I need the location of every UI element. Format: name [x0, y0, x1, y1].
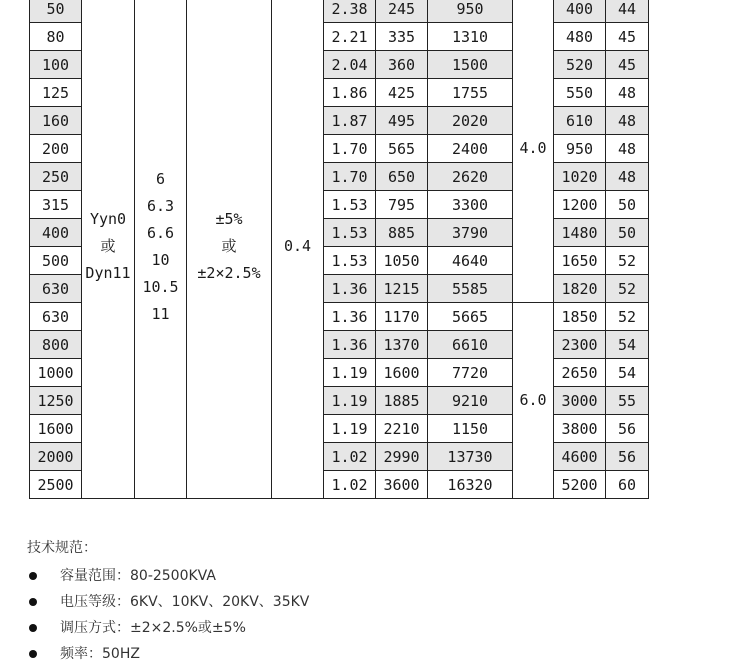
noise-cell: 50 [606, 219, 649, 247]
capacity-cell: 500 [30, 247, 82, 275]
load-loss-cell: 2400 [428, 135, 513, 163]
no-load-loss-cell: 1600 [376, 359, 428, 387]
notes-heading: 技术规范： [27, 540, 97, 556]
load-loss-cell: 13730 [428, 443, 513, 471]
table-row [30, 0, 649, 23]
noise-cell: 45 [606, 51, 649, 79]
capacity-cell: 200 [30, 135, 82, 163]
weight-cell: 400 [554, 0, 606, 23]
capacity-cell: 1250 [30, 387, 82, 415]
weight-cell: 1200 [554, 191, 606, 219]
weight-cell: 2650 [554, 359, 606, 387]
weight-cell: 2300 [554, 331, 606, 359]
capacity-cell: 400 [30, 219, 82, 247]
load-loss-cell: 4640 [428, 247, 513, 275]
capacity-cell: 2500 [30, 471, 82, 499]
bullet-icon [29, 624, 37, 632]
no-load-loss-cell: 2210 [376, 415, 428, 443]
noise-cell: 48 [606, 135, 649, 163]
no-load-loss-cell: 1170 [376, 303, 428, 331]
capacity-cell: 160 [30, 107, 82, 135]
no-load-loss-cell: 3600 [376, 471, 428, 499]
note-item [27, 563, 309, 589]
weight-cell: 4600 [554, 443, 606, 471]
load-loss-cell: 6610 [428, 331, 513, 359]
hv-voltage-cell [135, 0, 187, 499]
noise-cell: 48 [606, 163, 649, 191]
no-load-loss-cell: 425 [376, 79, 428, 107]
no-load-current-cell: 1.70 [324, 163, 376, 191]
tap-range-cell-line: 或 [221, 237, 237, 255]
no-load-current-cell: 1.53 [324, 191, 376, 219]
wiring-cell [82, 0, 135, 499]
weight-cell: 480 [554, 23, 606, 51]
note-item [27, 589, 309, 615]
no-load-current-cell: 2.21 [324, 23, 376, 51]
weight-cell: 3000 [554, 387, 606, 415]
no-load-loss-cell: 245 [376, 0, 428, 23]
no-load-current-cell: 1.36 [324, 275, 376, 303]
capacity-cell: 315 [30, 191, 82, 219]
hv-voltage-cell-line: 10.5 [142, 277, 179, 296]
tap-range-cell [187, 0, 272, 499]
noise-cell: 54 [606, 331, 649, 359]
hv-voltage-cell-line: 11 [151, 304, 170, 323]
noise-cell: 55 [606, 387, 649, 415]
weight-cell: 3800 [554, 415, 606, 443]
no-load-current-cell: 1.86 [324, 79, 376, 107]
noise-cell: 48 [606, 107, 649, 135]
wiring-cell-line: Dyn11 [85, 264, 131, 282]
noise-cell: 52 [606, 303, 649, 331]
no-load-loss-cell: 1885 [376, 387, 428, 415]
capacity-cell: 2000 [30, 443, 82, 471]
no-load-current-cell: 1.02 [324, 471, 376, 499]
load-loss-cell: 950 [428, 0, 513, 23]
hv-voltage-cell-line: 6.6 [146, 223, 175, 242]
capacity-cell: 125 [30, 79, 82, 107]
noise-cell: 60 [606, 471, 649, 499]
weight-cell: 1650 [554, 247, 606, 275]
capacity-cell: 800 [30, 331, 82, 359]
weight-cell: 1020 [554, 163, 606, 191]
load-loss-cell: 5585 [428, 275, 513, 303]
noise-cell: 56 [606, 443, 649, 471]
note-text: 电压等级：6KV、10KV、20KV、35KV [60, 594, 310, 610]
noise-cell: 52 [606, 275, 649, 303]
note-text: 容量范围：80-2500KVA [60, 568, 216, 584]
weight-cell: 1850 [554, 303, 606, 331]
load-loss-cell: 2020 [428, 107, 513, 135]
bullet-icon [29, 650, 37, 658]
no-load-loss-cell: 565 [376, 135, 428, 163]
no-load-current-cell: 1.36 [324, 303, 376, 331]
hv-voltage-cell-line: 10 [151, 250, 170, 269]
noise-cell: 45 [606, 23, 649, 51]
no-load-loss-cell: 885 [376, 219, 428, 247]
no-load-current-cell: 2.38 [324, 0, 376, 23]
load-loss-cell: 1755 [428, 79, 513, 107]
capacity-cell: 80 [30, 23, 82, 51]
load-loss-cell: 3790 [428, 219, 513, 247]
load-loss-cell: 16320 [428, 471, 513, 499]
note-item [27, 615, 309, 641]
no-load-loss-cell: 495 [376, 107, 428, 135]
tap-range-cell-line: ±5% [215, 210, 243, 228]
load-loss-cell: 3300 [428, 191, 513, 219]
wiring-cell-line: Yyn0 [89, 210, 127, 228]
capacity-cell: 630 [30, 303, 82, 331]
hv-voltage-cell-line: 6.3 [146, 196, 175, 215]
no-load-loss-cell: 1215 [376, 275, 428, 303]
no-load-current-cell: 1.36 [324, 331, 376, 359]
no-load-current-cell: 2.04 [324, 51, 376, 79]
bullet-icon [29, 572, 37, 580]
no-load-loss-cell: 360 [376, 51, 428, 79]
no-load-loss-cell: 2990 [376, 443, 428, 471]
bullet-icon [29, 598, 37, 606]
weight-cell: 550 [554, 79, 606, 107]
weight-cell: 950 [554, 135, 606, 163]
weight-cell: 5200 [554, 471, 606, 499]
hv-voltage-cell-line: 6 [155, 169, 166, 188]
noise-cell: 48 [606, 79, 649, 107]
note-text: 频率：50HZ [60, 646, 140, 662]
load-loss-cell: 2620 [428, 163, 513, 191]
no-load-current-cell: 1.87 [324, 107, 376, 135]
no-load-loss-cell: 335 [376, 23, 428, 51]
capacity-cell: 630 [30, 275, 82, 303]
load-loss-cell: 1150 [428, 415, 513, 443]
noise-cell: 52 [606, 247, 649, 275]
capacity-cell: 250 [30, 163, 82, 191]
noise-cell: 56 [606, 415, 649, 443]
no-load-current-cell: 1.53 [324, 247, 376, 275]
spec-table-body [30, 0, 649, 499]
capacity-cell: 1600 [30, 415, 82, 443]
weight-cell: 610 [554, 107, 606, 135]
load-loss-cell: 1500 [428, 51, 513, 79]
no-load-current-cell: 1.19 [324, 359, 376, 387]
note-item [27, 641, 309, 667]
lv-voltage-cell: 0.4 [272, 0, 324, 499]
noise-cell: 44 [606, 0, 649, 23]
load-loss-cell: 5665 [428, 303, 513, 331]
no-load-loss-cell: 1050 [376, 247, 428, 275]
load-loss-cell: 7720 [428, 359, 513, 387]
impedance-cell: 4.0 [513, 0, 554, 303]
capacity-cell: 1000 [30, 359, 82, 387]
load-loss-cell: 9210 [428, 387, 513, 415]
weight-cell: 1820 [554, 275, 606, 303]
technical-notes [27, 537, 309, 667]
no-load-current-cell: 1.19 [324, 415, 376, 443]
capacity-cell: 50 [30, 0, 82, 23]
no-load-loss-cell: 795 [376, 191, 428, 219]
spec-table [29, 0, 649, 499]
noise-cell: 50 [606, 191, 649, 219]
tap-range-cell-line: ±2×2.5% [197, 264, 261, 282]
impedance-cell: 6.0 [513, 303, 554, 499]
note-text: 调压方式：±2×2.5%或±5% [60, 620, 246, 636]
no-load-current-cell: 1.70 [324, 135, 376, 163]
no-load-loss-cell: 1370 [376, 331, 428, 359]
noise-cell: 54 [606, 359, 649, 387]
no-load-loss-cell: 650 [376, 163, 428, 191]
weight-cell: 520 [554, 51, 606, 79]
no-load-current-cell: 1.02 [324, 443, 376, 471]
weight-cell: 1480 [554, 219, 606, 247]
no-load-current-cell: 1.19 [324, 387, 376, 415]
no-load-current-cell: 1.53 [324, 219, 376, 247]
load-loss-cell: 1310 [428, 23, 513, 51]
wiring-cell-line: 或 [100, 237, 116, 255]
capacity-cell: 100 [30, 51, 82, 79]
